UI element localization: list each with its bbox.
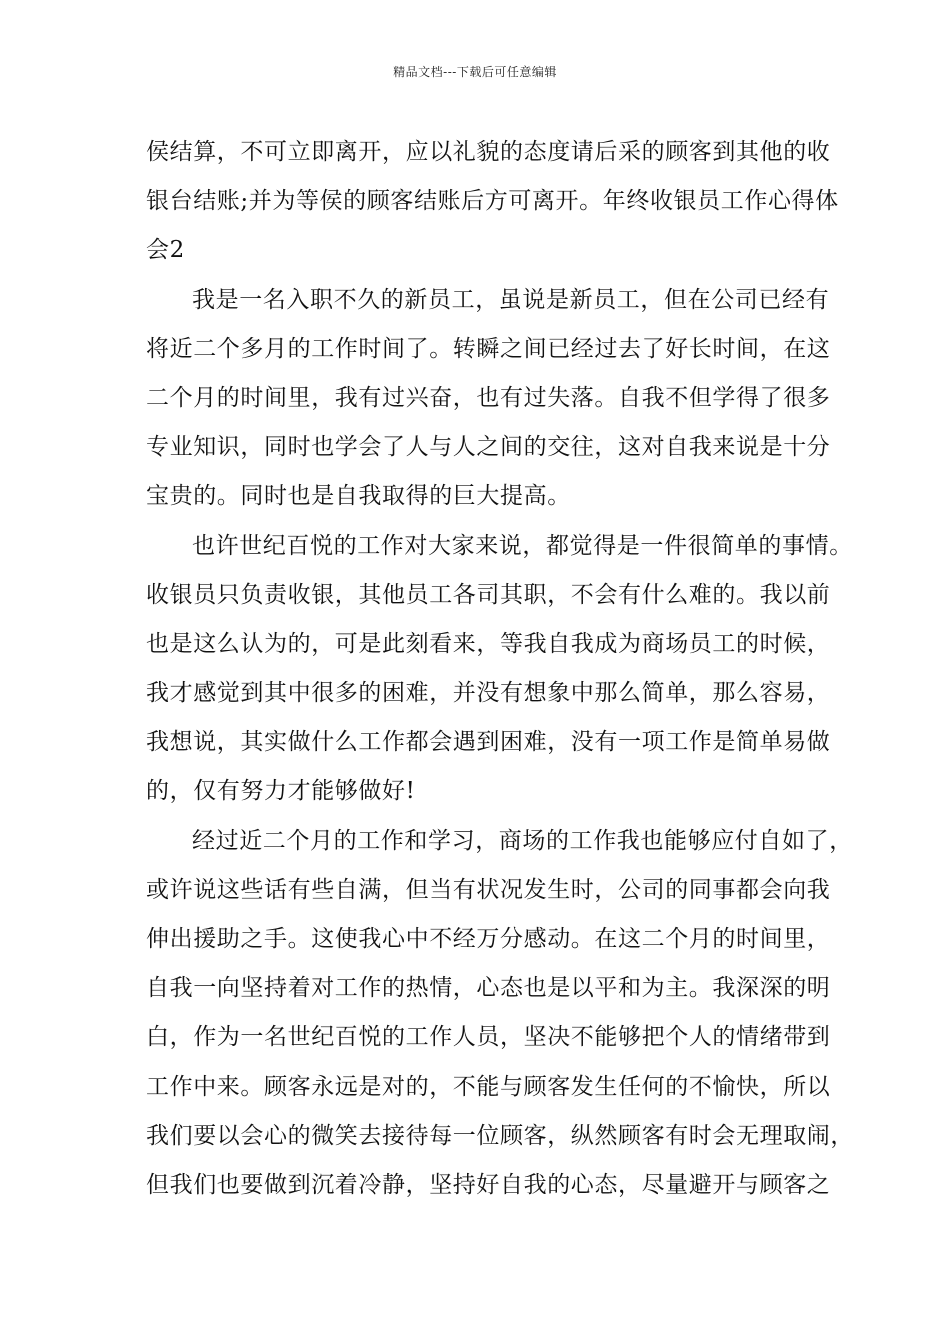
paragraph-first-line: 我是一名入职不久的新员工，虽说是新员工，但在公司已经有 xyxy=(192,286,830,313)
text-line: 的，仅有努力才能够做好! xyxy=(146,778,416,805)
text-line: 也是这么认为的，可是此刻看来，等我自我成为商场员工的时候， xyxy=(146,630,831,657)
text-line: 专业知识，同时也学会了人与人之间的交往，这对自我来说是十分 xyxy=(146,434,831,461)
text-line: 或许说这些话有些自满，但当有状况发生时，公司的同事都会向我 xyxy=(146,876,831,903)
text-line: 白，作为一名世纪百悦的工作人员，坚决不能够把个人的情绪带到 xyxy=(146,1024,831,1051)
text-line: 我们要以会心的微笑去接待每一位顾客，纵然顾客有时会无理取闹， xyxy=(146,1122,854,1149)
text-line: 宝贵的。同时也是自我取得的巨大提高。 xyxy=(146,483,571,510)
paragraph-first-line: 经过近二个月的工作和学习，商场的工作我也能够应付自如了， xyxy=(192,827,853,854)
paragraph-first-line: 也许世纪百悦的工作对大家来说，都觉得是一件很简单的事情。 xyxy=(192,532,853,559)
text-line: 侯结算，不可立即离开，应以礼貌的态度请后采的顾客到其他的收 xyxy=(146,139,831,165)
text-line: 我才感觉到其中很多的困难，并没有想象中那么简单，那么容易， xyxy=(146,680,831,707)
text-line: 但我们也要做到沉着冷静，坚持好自我的心态，尽量避开与顾客之 xyxy=(146,1171,831,1198)
text-line: 伸出援助之手。这使我心中不经万分感动。在这二个月的时间里， xyxy=(146,926,831,952)
document-body xyxy=(146,128,854,1210)
text-line: 会2 xyxy=(146,237,185,264)
text-line: 自我一向坚持着对工作的热情，心态也是以平和为主。我深深的明 xyxy=(146,975,831,1002)
text-line: 工作中来。顾客永远是对的，不能与顾客发生任何的不愉快，所以 xyxy=(146,1073,831,1100)
text-line: 银台结账;并为等侯的顾客结账后方可离开。年终收银员工作心得体 xyxy=(146,188,839,215)
text-line: 将近二个多月的工作时间了。转瞬之间已经过去了好长时间，在这 xyxy=(146,335,831,362)
text-line: 二个月的时间里，我有过兴奋，也有过失落。自我不但学得了很多 xyxy=(146,384,831,411)
text-line: 我想说，其实做什么工作都会遇到困难，没有一项工作是简单易做 xyxy=(146,729,831,756)
text-line: 收银员只负责收银，其他员工各司其职，不会有什么难的。我以前 xyxy=(146,581,831,608)
page-header: 精品文档---下载后可任意编辑 xyxy=(393,65,557,79)
